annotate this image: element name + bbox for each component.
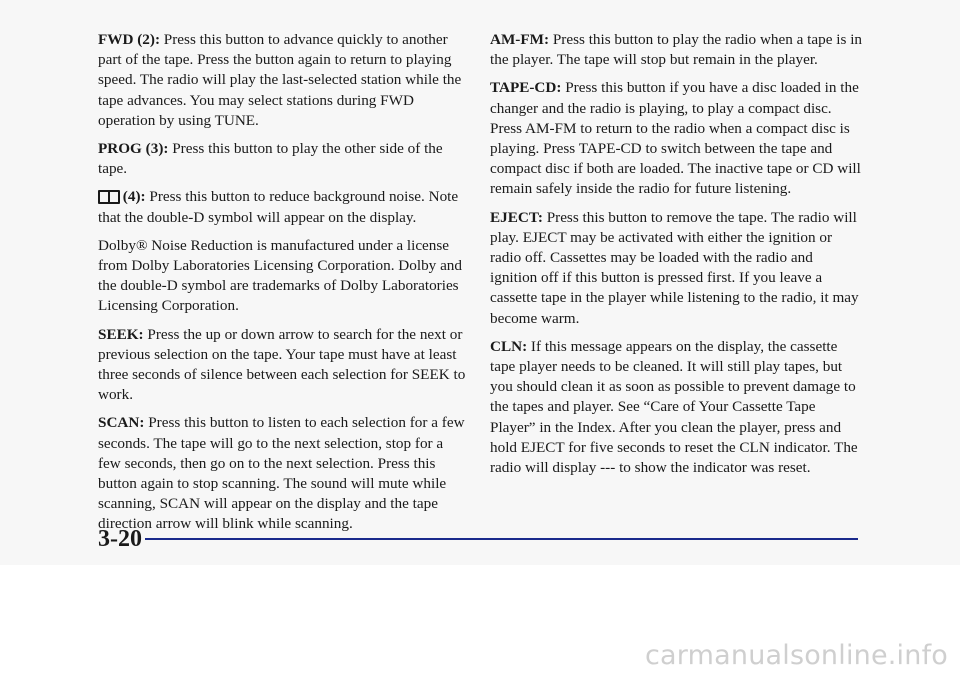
eject-text: Press this button to remove the tape. The radio will play. EJECT may be activated with either the ignition or radio off. Cassettes may be loaded with the radio and ignition off if this button is pressed first. If you leave a cassette tape in the player while listening to the radio, it may become warm. xyxy=(490,208,859,327)
tapecd-term: TAPE-CD: xyxy=(490,79,562,97)
cln-paragraph xyxy=(490,337,862,478)
dolby-license-paragraph xyxy=(98,236,466,317)
left-column xyxy=(98,30,466,543)
watermark: carmanualsonline.info xyxy=(645,640,948,671)
prog-paragraph xyxy=(98,139,466,179)
amfm-term: AM-FM: xyxy=(490,31,550,48)
page-number: 3-20 xyxy=(98,526,142,552)
amfm-text: Press this button to play the radio when a tape is in the player. The tape will stop but remain in the player. xyxy=(490,31,863,69)
fwd-text: Press this button to advance quickly to another part of the tape. Press the button again to return to playing speed. The radio will play the last-selected station while the tape advances. You may select stations during FWD operation by using TUNE. xyxy=(98,31,462,129)
footer-rule xyxy=(145,538,858,540)
dolby-text: Press this button to reduce background noise. Note that the double-D symbol will appear on the display. xyxy=(98,188,459,226)
eject-paragraph xyxy=(490,208,862,329)
prog-term: PROG (3): xyxy=(98,140,169,158)
double-d-icon xyxy=(98,190,118,202)
seek-text: Press the up or down arrow to search for the next or previous selection on the tape. Your tape must have at least three seconds of silence between each selection for SEEK to work. xyxy=(98,325,466,404)
fwd-paragraph xyxy=(98,30,466,131)
tapecd-paragraph xyxy=(490,78,862,199)
seek-paragraph xyxy=(98,325,466,406)
scan-paragraph xyxy=(98,413,466,534)
page-footer xyxy=(98,524,858,554)
tapecd-text: Press this button if you have a disc loaded in the changer and the radio is playing, to play a compact disc. Press AM-FM to return to the radio when a compact disc is playing. Press TAPE-CD to switch between the tape and compact disc if both are loaded. The inactive tape or CD will remain safely inside the radio for future listening. xyxy=(490,79,861,198)
right-column xyxy=(490,30,862,486)
prog-text: Press this button to play the other side of the tape. xyxy=(98,140,443,178)
cln-term: CLN: xyxy=(490,337,528,355)
eject-term: EJECT: xyxy=(490,208,543,226)
amfm-paragraph xyxy=(490,30,862,70)
scan-text: Press this button to listen to each selection for a few seconds. The tape will go to the next selection, stop for a few seconds, then go on to the next selection. Press this button again to stop scanning. The sound will mute while scanning, SCAN will appear on the display and the tape direction arrow will blink while scanning. xyxy=(98,414,465,533)
dolby-term: (4): xyxy=(122,188,146,206)
dolby-button-paragraph xyxy=(98,187,466,227)
scan-term: SCAN: xyxy=(98,414,145,432)
cln-text: If this message appears on the display, the cassette tape player needs to be cleaned. It will still play tapes, but you should clean it as soon as possible to prevent damage to the tapes and player. See “Care of Your Cassette Tape Player” in the Index. After you clean the player, press and hold EJECT for five seconds to reset the CLN indicator. The radio will display --- to show the indicator was reset. xyxy=(490,337,858,477)
fwd-term: FWD (2): xyxy=(98,31,160,48)
seek-term: SEEK: xyxy=(98,325,144,343)
dolby-license-text: Dolby® Noise Reduction is manufactured under a license from Dolby Laboratories Licensing Corporation. Dolby and the double-D symbol are trademarks of Dolby Laboratories Licensing Corporation. xyxy=(98,236,462,315)
